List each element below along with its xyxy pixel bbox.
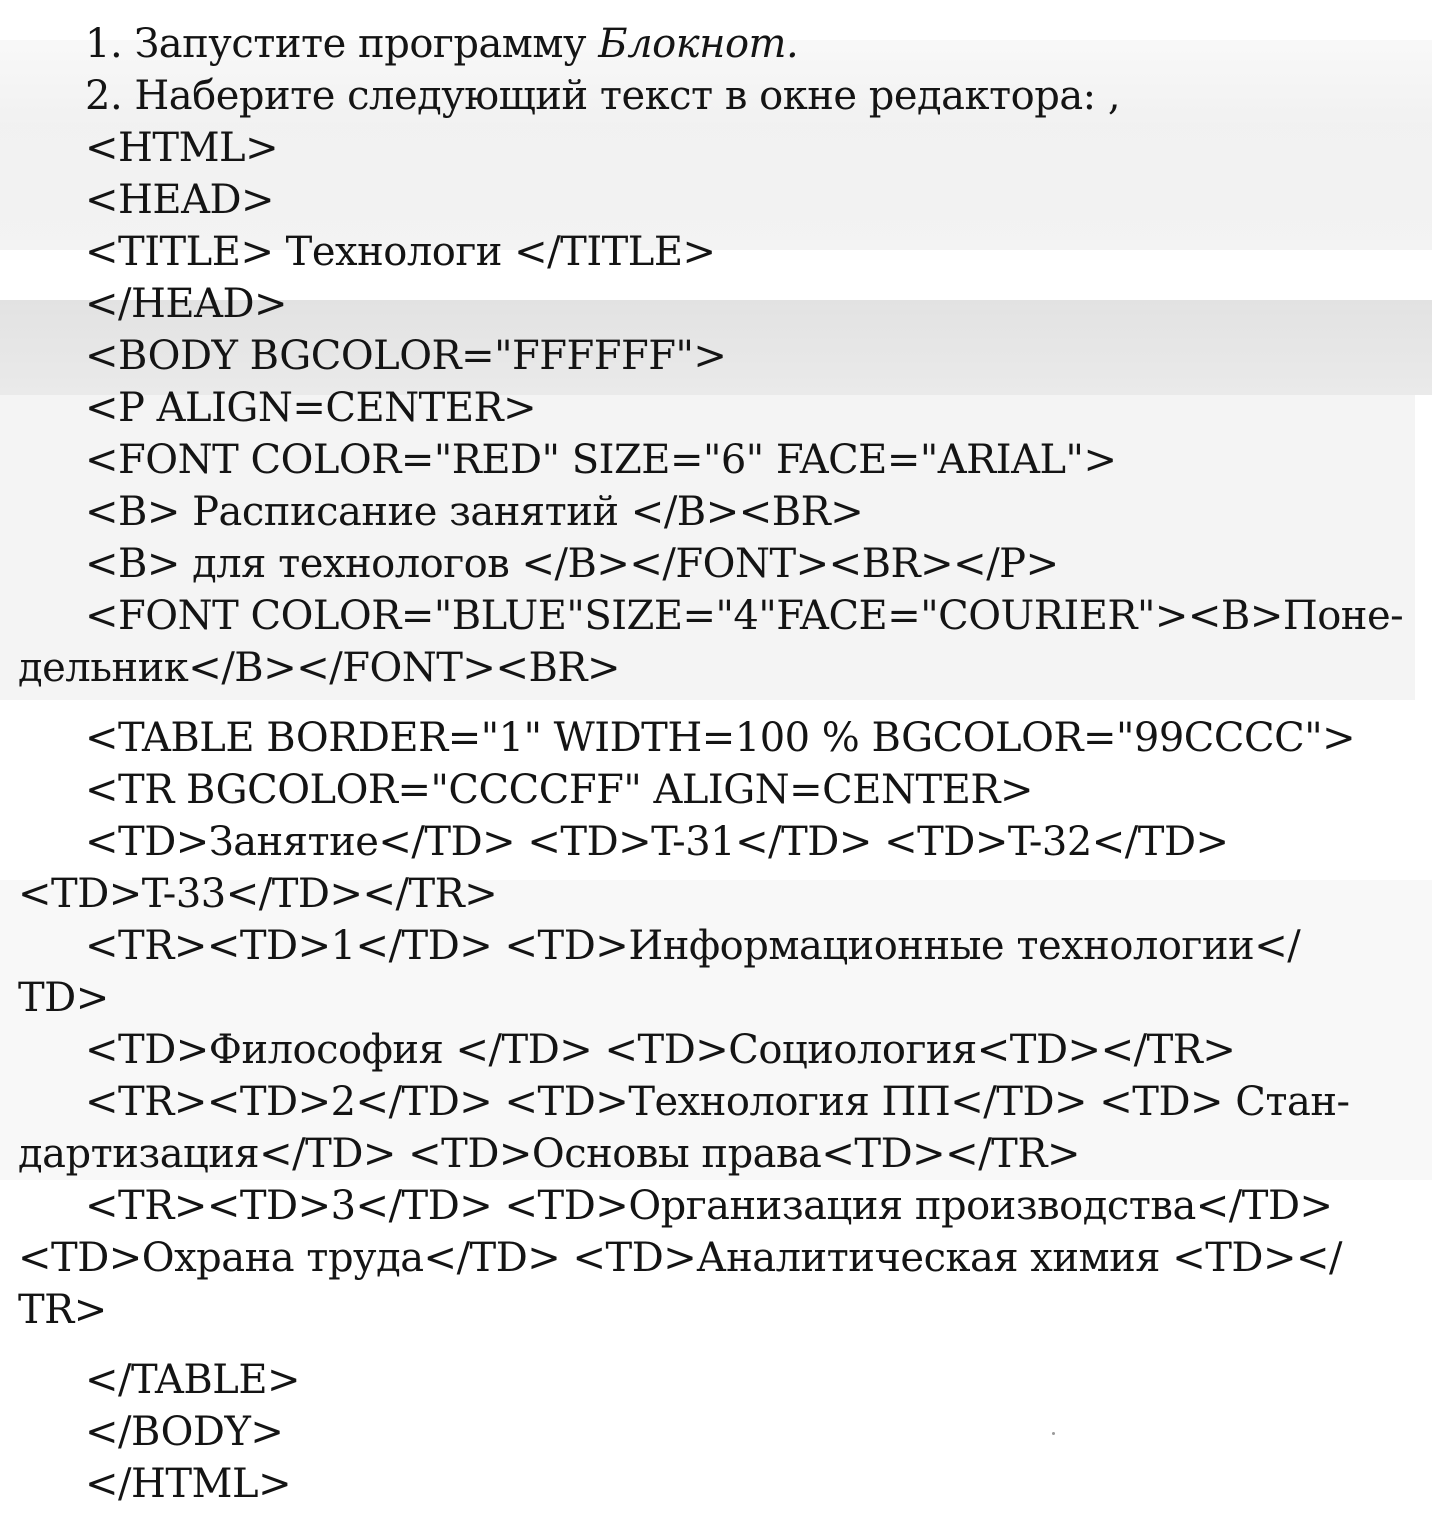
code-line: <TD>Философия </TD> <TD>Социология<TD></TR> [85,1027,1236,1073]
code-line: <HTML> [85,125,279,171]
code-line: <P ALIGN=CENTER> [85,385,537,431]
code-line: <TR><TD>3</TD> <TD>Организация производства</TD> [85,1183,1333,1229]
code-line: дартизация</TD> <TD>Основы права<TD></TR> [18,1131,1080,1177]
code-line: <TD>Занятие</TD> <TD>T-31</TD> <TD>T-32</TD> [85,819,1229,865]
code-line: дельник</B></FONT><BR> [18,645,620,691]
code-line: <TR BGCOLOR="CCCCFF" ALIGN=CENTER> [85,767,1033,813]
code-line: <TR><TD>1</TD> <TD>Информационные технологии</ [85,923,1301,969]
code-line: <TITLE> Технологи </TITLE> [85,229,716,275]
code-line: <TD>Охрана труда</TD> <TD>Аналитическая химия <TD></ [18,1235,1342,1281]
code-line: TR> [18,1287,107,1333]
code-line: <HEAD> [85,177,275,223]
code-line: <FONT COLOR="BLUE"SIZE="4"FACE="COURIER"><B>Поне- [85,593,1404,639]
notepad-app-name: Блокнот. [598,21,799,67]
code-line: </TABLE> [85,1357,301,1403]
code-line: <B> для технологов </B></FONT><BR></P> [85,541,1059,587]
code-line: <TD>T-33</TD></TR> [18,871,498,917]
code-line: <B> Расписание занятий </B><BR> [85,489,864,535]
instruction-step-2: 2. Наберите следующий текст в окне редактора: , [85,73,1121,119]
instruction-step-1 [85,18,798,70]
code-line: TD> [18,975,109,1021]
step-1-text: 1. Запустите программу [85,21,599,67]
scan-speck [1052,1432,1055,1435]
code-line: </BODY> [85,1409,284,1455]
code-line: <BODY BGCOLOR="FFFFFF"> [85,333,727,379]
code-line: </HEAD> [85,281,288,327]
code-line: <TABLE BORDER="1" WIDTH=100 % BGCOLOR="99CCCC"> [85,715,1356,761]
code-line: <FONT COLOR="RED" SIZE="6" FACE="ARIAL"> [85,437,1117,483]
code-line: <TR><TD>2</TD> <TD>Технология ПП</TD> <TD> Стан- [85,1079,1350,1125]
code-line: </HTML> [85,1461,292,1507]
